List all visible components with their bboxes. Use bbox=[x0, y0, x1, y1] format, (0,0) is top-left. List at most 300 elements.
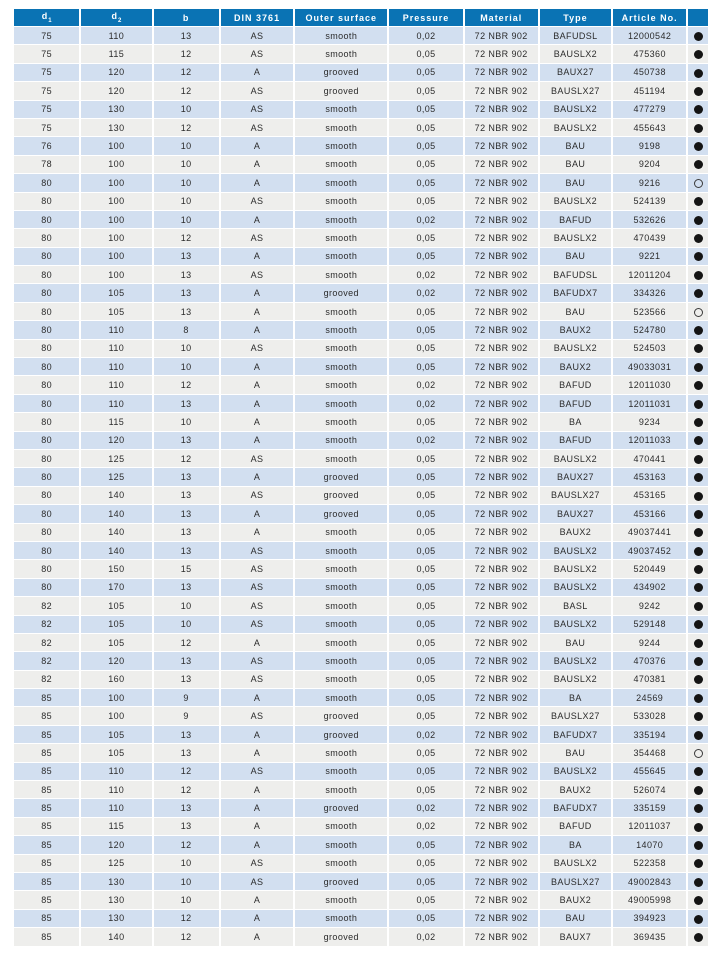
cell-surface: smooth bbox=[295, 340, 387, 357]
availability-filled-circle-icon bbox=[694, 602, 703, 611]
cell-type: BAFUD bbox=[540, 432, 612, 449]
availability-filled-circle-icon bbox=[694, 694, 703, 703]
cell-available bbox=[688, 726, 708, 743]
cell-available bbox=[688, 634, 708, 651]
cell-d1: 75 bbox=[14, 27, 79, 44]
cell-available bbox=[688, 818, 708, 835]
col-header-din: DIN 3761 bbox=[221, 9, 294, 26]
cell-d2: 140 bbox=[81, 928, 151, 945]
cell-pressure: 0,05 bbox=[389, 64, 463, 81]
cell-b: 13 bbox=[154, 284, 219, 301]
cell-b: 12 bbox=[154, 45, 219, 62]
cell-type: BAUX27 bbox=[540, 468, 612, 485]
cell-pressure: 0,05 bbox=[389, 560, 463, 577]
cell-material: 72 NBR 902 bbox=[465, 211, 538, 228]
cell-article: 526074 bbox=[613, 781, 686, 798]
cell-d1: 80 bbox=[14, 413, 79, 430]
cell-material: 72 NBR 902 bbox=[465, 303, 538, 320]
cell-article: 12011204 bbox=[613, 266, 686, 283]
table-row bbox=[14, 634, 708, 651]
availability-filled-circle-icon bbox=[694, 289, 703, 298]
cell-type: BAUSLX2 bbox=[540, 119, 612, 136]
cell-material: 72 NBR 902 bbox=[465, 358, 538, 375]
table-row bbox=[14, 468, 708, 485]
cell-d1: 80 bbox=[14, 432, 79, 449]
cell-b: 13 bbox=[154, 524, 219, 541]
cell-d2: 130 bbox=[81, 891, 151, 908]
cell-material: 72 NBR 902 bbox=[465, 64, 538, 81]
cell-surface: grooved bbox=[295, 82, 387, 99]
cell-pressure: 0,05 bbox=[389, 763, 463, 780]
cell-b: 12 bbox=[154, 119, 219, 136]
cell-available bbox=[688, 579, 708, 596]
cell-surface: smooth bbox=[295, 193, 387, 210]
cell-available bbox=[688, 321, 708, 338]
availability-filled-circle-icon bbox=[694, 896, 703, 905]
cell-material: 72 NBR 902 bbox=[465, 248, 538, 265]
cell-article: 470376 bbox=[613, 652, 686, 669]
cell-d2: 120 bbox=[81, 82, 151, 99]
cell-d2: 110 bbox=[81, 376, 151, 393]
cell-pressure: 0,05 bbox=[389, 358, 463, 375]
cell-din: AS bbox=[221, 27, 294, 44]
cell-surface: smooth bbox=[295, 450, 387, 467]
table-row bbox=[14, 284, 708, 301]
cell-b: 12 bbox=[154, 634, 219, 651]
cell-b: 10 bbox=[154, 358, 219, 375]
availability-filled-circle-icon bbox=[694, 50, 703, 59]
cell-article: 354468 bbox=[613, 744, 686, 761]
cell-material: 72 NBR 902 bbox=[465, 652, 538, 669]
cell-pressure: 0,05 bbox=[389, 137, 463, 154]
cell-din: AS bbox=[221, 101, 294, 118]
cell-d1: 85 bbox=[14, 873, 79, 890]
cell-din: A bbox=[221, 376, 294, 393]
availability-filled-circle-icon bbox=[694, 160, 703, 169]
cell-available bbox=[688, 891, 708, 908]
cell-available bbox=[688, 689, 708, 706]
cell-b: 13 bbox=[154, 726, 219, 743]
cell-b: 13 bbox=[154, 27, 219, 44]
cell-d2: 120 bbox=[81, 64, 151, 81]
cell-type: BAU bbox=[540, 303, 612, 320]
cell-din: A bbox=[221, 818, 294, 835]
cell-available bbox=[688, 395, 708, 412]
cell-available bbox=[688, 82, 708, 99]
cell-article: 450738 bbox=[613, 64, 686, 81]
availability-filled-circle-icon bbox=[694, 915, 703, 924]
cell-article: 455643 bbox=[613, 119, 686, 136]
cell-type: BAFUD bbox=[540, 211, 612, 228]
cell-material: 72 NBR 902 bbox=[465, 82, 538, 99]
cell-type: BAUSLX2 bbox=[540, 855, 612, 872]
cell-type: BA bbox=[540, 413, 612, 430]
cell-din: A bbox=[221, 726, 294, 743]
cell-type: BAUSLX2 bbox=[540, 616, 612, 633]
cell-pressure: 0,05 bbox=[389, 450, 463, 467]
cell-article: 532626 bbox=[613, 211, 686, 228]
cell-article: 470439 bbox=[613, 229, 686, 246]
cell-pressure: 0,02 bbox=[389, 928, 463, 945]
cell-d1: 75 bbox=[14, 101, 79, 118]
table-row bbox=[14, 27, 708, 44]
cell-surface: smooth bbox=[295, 671, 387, 688]
cell-d2: 125 bbox=[81, 855, 151, 872]
cell-material: 72 NBR 902 bbox=[465, 413, 538, 430]
availability-filled-circle-icon bbox=[694, 326, 703, 335]
cell-type: BAU bbox=[540, 248, 612, 265]
availability-filled-circle-icon bbox=[694, 620, 703, 629]
col-header-b: b bbox=[154, 9, 219, 26]
cell-pressure: 0,05 bbox=[389, 891, 463, 908]
cell-surface: smooth bbox=[295, 744, 387, 761]
cell-type: BAU bbox=[540, 156, 612, 173]
availability-filled-circle-icon bbox=[694, 234, 703, 243]
cell-available bbox=[688, 505, 708, 522]
cell-article: 453165 bbox=[613, 487, 686, 504]
col-header-material: Material bbox=[465, 9, 538, 26]
cell-din: A bbox=[221, 174, 294, 191]
cell-type: BAUSLX2 bbox=[540, 45, 612, 62]
cell-din: A bbox=[221, 799, 294, 816]
cell-pressure: 0,02 bbox=[389, 395, 463, 412]
availability-filled-circle-icon bbox=[694, 583, 703, 592]
cell-d1: 85 bbox=[14, 707, 79, 724]
cell-type: BAFUDSL bbox=[540, 27, 612, 44]
cell-type: BAU bbox=[540, 137, 612, 154]
cell-article: 12011033 bbox=[613, 432, 686, 449]
cell-type: BAUSLX27 bbox=[540, 707, 612, 724]
cell-material: 72 NBR 902 bbox=[465, 818, 538, 835]
table-row bbox=[14, 616, 708, 633]
cell-material: 72 NBR 902 bbox=[465, 579, 538, 596]
cell-available bbox=[688, 560, 708, 577]
table-row bbox=[14, 266, 708, 283]
cell-article: 24569 bbox=[613, 689, 686, 706]
cell-material: 72 NBR 902 bbox=[465, 27, 538, 44]
cell-material: 72 NBR 902 bbox=[465, 193, 538, 210]
cell-article: 522358 bbox=[613, 855, 686, 872]
cell-surface: smooth bbox=[295, 542, 387, 559]
cell-d1: 80 bbox=[14, 358, 79, 375]
availability-filled-circle-icon bbox=[694, 216, 703, 225]
table-row bbox=[14, 101, 708, 118]
cell-b: 13 bbox=[154, 799, 219, 816]
cell-d2: 130 bbox=[81, 910, 151, 927]
cell-d2: 105 bbox=[81, 616, 151, 633]
cell-available bbox=[688, 836, 708, 853]
cell-d1: 80 bbox=[14, 174, 79, 191]
cell-d1: 80 bbox=[14, 303, 79, 320]
cell-article: 9244 bbox=[613, 634, 686, 651]
cell-article: 9198 bbox=[613, 137, 686, 154]
cell-d1: 80 bbox=[14, 542, 79, 559]
cell-material: 72 NBR 902 bbox=[465, 340, 538, 357]
availability-filled-circle-icon bbox=[694, 657, 703, 666]
cell-b: 13 bbox=[154, 671, 219, 688]
cell-surface: smooth bbox=[295, 855, 387, 872]
cell-material: 72 NBR 902 bbox=[465, 560, 538, 577]
table-row bbox=[14, 836, 708, 853]
cell-d2: 110 bbox=[81, 799, 151, 816]
cell-d2: 100 bbox=[81, 266, 151, 283]
cell-material: 72 NBR 902 bbox=[465, 119, 538, 136]
table-row bbox=[14, 652, 708, 669]
cell-surface: smooth bbox=[295, 303, 387, 320]
cell-pressure: 0,05 bbox=[389, 634, 463, 651]
cell-available bbox=[688, 193, 708, 210]
cell-material: 72 NBR 902 bbox=[465, 395, 538, 412]
cell-surface: smooth bbox=[295, 836, 387, 853]
cell-d2: 170 bbox=[81, 579, 151, 596]
cell-din: AS bbox=[221, 340, 294, 357]
cell-b: 13 bbox=[154, 395, 219, 412]
cell-b: 13 bbox=[154, 303, 219, 320]
cell-b: 13 bbox=[154, 818, 219, 835]
table-row bbox=[14, 156, 708, 173]
cell-b: 12 bbox=[154, 910, 219, 927]
availability-filled-circle-icon bbox=[694, 859, 703, 868]
cell-d1: 80 bbox=[14, 560, 79, 577]
cell-b: 8 bbox=[154, 321, 219, 338]
cell-din: AS bbox=[221, 597, 294, 614]
cell-d2: 100 bbox=[81, 193, 151, 210]
cell-b: 12 bbox=[154, 64, 219, 81]
table-row bbox=[14, 229, 708, 246]
table-row bbox=[14, 597, 708, 614]
cell-pressure: 0,05 bbox=[389, 910, 463, 927]
table-row bbox=[14, 560, 708, 577]
cell-b: 13 bbox=[154, 579, 219, 596]
cell-article: 533028 bbox=[613, 707, 686, 724]
cell-article: 12011031 bbox=[613, 395, 686, 412]
cell-d1: 85 bbox=[14, 763, 79, 780]
table-row bbox=[14, 579, 708, 596]
cell-d2: 110 bbox=[81, 27, 151, 44]
cell-din: A bbox=[221, 505, 294, 522]
cell-d2: 100 bbox=[81, 211, 151, 228]
table-row bbox=[14, 671, 708, 688]
cell-available bbox=[688, 468, 708, 485]
cell-d2: 125 bbox=[81, 450, 151, 467]
cell-article: 524503 bbox=[613, 340, 686, 357]
table-row bbox=[14, 413, 708, 430]
table-row bbox=[14, 174, 708, 191]
cell-type: BAU bbox=[540, 634, 612, 651]
cell-material: 72 NBR 902 bbox=[465, 321, 538, 338]
cell-din: A bbox=[221, 634, 294, 651]
cell-d2: 105 bbox=[81, 726, 151, 743]
cell-surface: smooth bbox=[295, 248, 387, 265]
cell-pressure: 0,05 bbox=[389, 855, 463, 872]
col-header-available bbox=[688, 9, 708, 26]
cell-pressure: 0,02 bbox=[389, 818, 463, 835]
cell-available bbox=[688, 744, 708, 761]
cell-d1: 82 bbox=[14, 616, 79, 633]
availability-filled-circle-icon bbox=[694, 344, 703, 353]
cell-din: A bbox=[221, 284, 294, 301]
cell-pressure: 0,05 bbox=[389, 82, 463, 99]
cell-type: BAFUD bbox=[540, 395, 612, 412]
cell-type: BAUSLX27 bbox=[540, 873, 612, 890]
cell-b: 13 bbox=[154, 487, 219, 504]
cell-type: BAFUD bbox=[540, 376, 612, 393]
cell-din: A bbox=[221, 303, 294, 320]
cell-d1: 75 bbox=[14, 45, 79, 62]
cell-article: 475360 bbox=[613, 45, 686, 62]
col-header-d1-subscript: 1 bbox=[48, 17, 52, 24]
cell-article: 334326 bbox=[613, 284, 686, 301]
cell-b: 13 bbox=[154, 542, 219, 559]
cell-d2: 110 bbox=[81, 781, 151, 798]
cell-surface: smooth bbox=[295, 652, 387, 669]
cell-type: BAFUDX7 bbox=[540, 799, 612, 816]
cell-d2: 110 bbox=[81, 340, 151, 357]
cell-surface: smooth bbox=[295, 597, 387, 614]
cell-d2: 100 bbox=[81, 174, 151, 191]
cell-d1: 85 bbox=[14, 689, 79, 706]
cell-type: BAUX2 bbox=[540, 321, 612, 338]
availability-filled-circle-icon bbox=[694, 492, 703, 501]
cell-article: 520449 bbox=[613, 560, 686, 577]
cell-d2: 115 bbox=[81, 45, 151, 62]
cell-din: A bbox=[221, 781, 294, 798]
cell-article: 14070 bbox=[613, 836, 686, 853]
cell-d1: 85 bbox=[14, 781, 79, 798]
availability-filled-circle-icon bbox=[694, 105, 703, 114]
availability-filled-circle-icon bbox=[694, 69, 703, 78]
availability-filled-circle-icon bbox=[694, 142, 703, 151]
cell-pressure: 0,02 bbox=[389, 266, 463, 283]
cell-d2: 110 bbox=[81, 763, 151, 780]
cell-type: BAUX27 bbox=[540, 505, 612, 522]
cell-din: A bbox=[221, 689, 294, 706]
cell-surface: smooth bbox=[295, 45, 387, 62]
cell-pressure: 0,05 bbox=[389, 652, 463, 669]
cell-din: AS bbox=[221, 652, 294, 669]
cell-d1: 75 bbox=[14, 64, 79, 81]
cell-pressure: 0,02 bbox=[389, 432, 463, 449]
cell-article: 49005998 bbox=[613, 891, 686, 908]
cell-surface: smooth bbox=[295, 101, 387, 118]
cell-b: 12 bbox=[154, 763, 219, 780]
cell-d1: 82 bbox=[14, 597, 79, 614]
cell-type: BAUSLX2 bbox=[540, 229, 612, 246]
cell-din: A bbox=[221, 891, 294, 908]
table-row bbox=[14, 873, 708, 890]
cell-type: BASL bbox=[540, 597, 612, 614]
cell-d1: 80 bbox=[14, 229, 79, 246]
cell-b: 12 bbox=[154, 376, 219, 393]
cell-d2: 105 bbox=[81, 634, 151, 651]
cell-b: 13 bbox=[154, 652, 219, 669]
cell-type: BAUSLX2 bbox=[540, 579, 612, 596]
cell-d2: 105 bbox=[81, 284, 151, 301]
cell-surface: smooth bbox=[295, 413, 387, 430]
cell-b: 13 bbox=[154, 744, 219, 761]
cell-din: A bbox=[221, 468, 294, 485]
cell-material: 72 NBR 902 bbox=[465, 156, 538, 173]
cell-article: 453163 bbox=[613, 468, 686, 485]
cell-surface: smooth bbox=[295, 781, 387, 798]
availability-filled-circle-icon bbox=[694, 547, 703, 556]
cell-type: BA bbox=[540, 836, 612, 853]
table-row bbox=[14, 799, 708, 816]
cell-available bbox=[688, 450, 708, 467]
cell-surface: smooth bbox=[295, 137, 387, 154]
cell-d1: 82 bbox=[14, 652, 79, 669]
cell-b: 10 bbox=[154, 597, 219, 614]
cell-available bbox=[688, 781, 708, 798]
cell-surface: smooth bbox=[295, 891, 387, 908]
cell-din: AS bbox=[221, 560, 294, 577]
cell-material: 72 NBR 902 bbox=[465, 597, 538, 614]
cell-pressure: 0,02 bbox=[389, 376, 463, 393]
cell-pressure: 0,05 bbox=[389, 524, 463, 541]
cell-surface: grooved bbox=[295, 726, 387, 743]
cell-b: 12 bbox=[154, 928, 219, 945]
cell-d1: 85 bbox=[14, 818, 79, 835]
cell-d2: 110 bbox=[81, 321, 151, 338]
cell-type: BAFUDSL bbox=[540, 266, 612, 283]
cell-pressure: 0,05 bbox=[389, 340, 463, 357]
cell-material: 72 NBR 902 bbox=[465, 174, 538, 191]
cell-material: 72 NBR 902 bbox=[465, 726, 538, 743]
cell-available bbox=[688, 266, 708, 283]
cell-d1: 85 bbox=[14, 726, 79, 743]
cell-type: BAUSLX2 bbox=[540, 340, 612, 357]
cell-din: AS bbox=[221, 266, 294, 283]
cell-din: A bbox=[221, 321, 294, 338]
cell-b: 10 bbox=[154, 137, 219, 154]
col-header-article: Article No. bbox=[613, 9, 686, 26]
cell-d2: 105 bbox=[81, 597, 151, 614]
table-row bbox=[14, 910, 708, 927]
cell-surface: smooth bbox=[295, 376, 387, 393]
cell-pressure: 0,05 bbox=[389, 781, 463, 798]
cell-article: 49033031 bbox=[613, 358, 686, 375]
cell-d2: 150 bbox=[81, 560, 151, 577]
cell-din: A bbox=[221, 211, 294, 228]
cell-d1: 75 bbox=[14, 119, 79, 136]
cell-pressure: 0,05 bbox=[389, 579, 463, 596]
cell-din: A bbox=[221, 744, 294, 761]
table-row bbox=[14, 211, 708, 228]
cell-available bbox=[688, 229, 708, 246]
cell-pressure: 0,05 bbox=[389, 597, 463, 614]
cell-din: AS bbox=[221, 45, 294, 62]
table-row bbox=[14, 82, 708, 99]
availability-filled-circle-icon bbox=[694, 731, 703, 740]
cell-din: AS bbox=[221, 119, 294, 136]
table-row bbox=[14, 119, 708, 136]
cell-available bbox=[688, 156, 708, 173]
cell-article: 369435 bbox=[613, 928, 686, 945]
cell-surface: grooved bbox=[295, 487, 387, 504]
cell-available bbox=[688, 855, 708, 872]
cell-material: 72 NBR 902 bbox=[465, 450, 538, 467]
cell-d1: 85 bbox=[14, 891, 79, 908]
cell-din: AS bbox=[221, 763, 294, 780]
availability-filled-circle-icon bbox=[694, 197, 703, 206]
cell-din: A bbox=[221, 137, 294, 154]
cell-d1: 85 bbox=[14, 910, 79, 927]
availability-filled-circle-icon bbox=[694, 841, 703, 850]
cell-surface: smooth bbox=[295, 266, 387, 283]
cell-material: 72 NBR 902 bbox=[465, 634, 538, 651]
cell-b: 13 bbox=[154, 468, 219, 485]
cell-d2: 140 bbox=[81, 487, 151, 504]
